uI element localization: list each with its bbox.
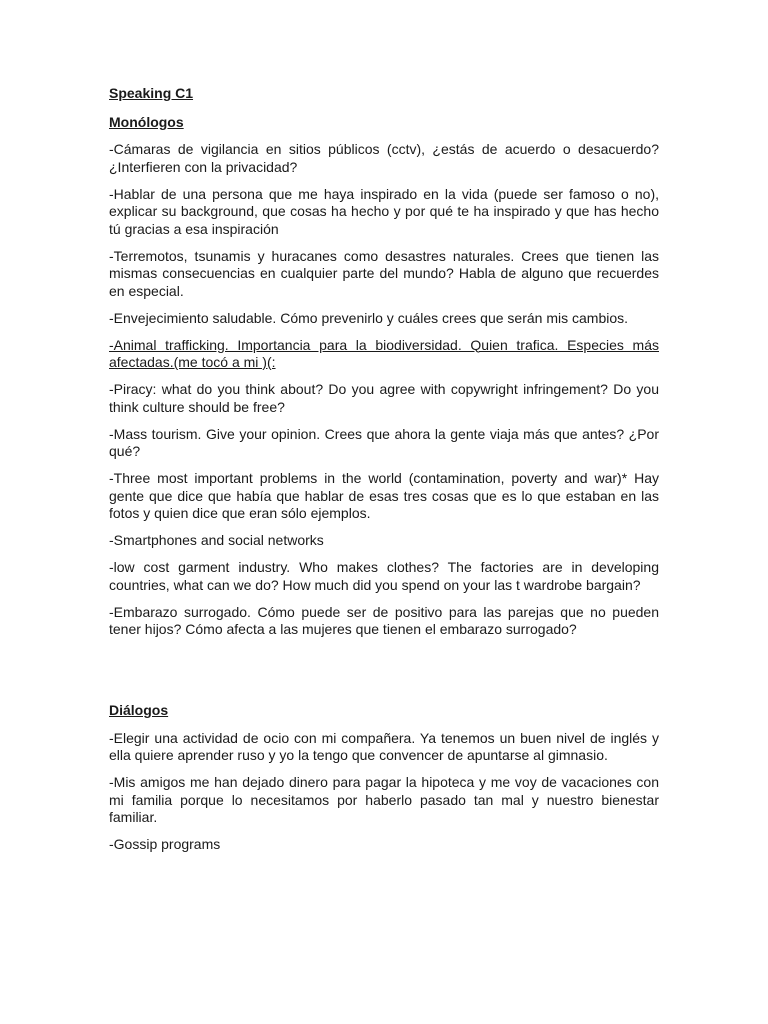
dialogo-item: -Mis amigos me han dejado dinero para pagar la hipoteca y me voy de vacaciones con mi familia porque lo necesitamos por haberlo pasado tan mal y nuestro bienestar familiar. xyxy=(109,774,659,825)
monologo-item: -Envejecimiento saludable. Cómo prevenirlo y cuáles crees que serán mis cambios. xyxy=(109,309,629,326)
monologo-item: -Cámaras de vigilancia en sitios públicos (cctv), ¿estás de acuerdo o desacuerdo? ¿Interfieren con la privacidad? xyxy=(109,141,659,175)
monologo-item: -Terremotos, tsunamis y huracanes como desastres naturales. Crees que tienen las mismas consecuencias en cualquier parte del mundo? Habla de alguno que recuerdes en especial. xyxy=(109,247,659,299)
section-heading-monologos: Monólogos xyxy=(109,113,184,130)
document-page xyxy=(109,85,659,863)
monologo-item: -Mass tourism. Give your opinion. Crees que ahora la gente viaja más que antes? ¿Por qué? xyxy=(109,425,659,459)
monologo-item: -Smartphones and social networks xyxy=(109,532,324,548)
dialogo-item: -Gossip programs xyxy=(109,836,221,852)
dialogo-item: -Elegir una actividad de ocio con mi compañera. Ya tenemos un buen nivel de inglés y ella quiere aprender ruso y yo la tengo que convencer de apuntarse al gimnasio. xyxy=(109,729,659,763)
section-spacer xyxy=(109,648,659,702)
monologo-item: -low cost garment industry. Who makes clothes? The factories are in developing countries, what can we do? How much did you spend on your las t wardrobe bargain? xyxy=(109,559,659,593)
section-heading-dialogos: Diálogos xyxy=(109,702,169,718)
monologo-item-underlined: -Animal trafficking. Importancia para la biodiversidad. Quien trafica. Especies más afectadas.(me tocó a mi )(: xyxy=(109,336,659,370)
monologo-item: -Three most important problems in the world (contamination, poverty and war)* Hay gente que dice que había que hablar de esas tres cosas que es lo que estaban en las fotos y quien dice que eran sólo ejemplos. xyxy=(109,470,659,521)
document-title: Speaking C1 xyxy=(109,85,194,101)
monologo-item: -Embarazo surrogado. Cómo puede ser de positivo para las parejas que no pueden tener hijos? Cómo afecta a las mujeres que tienen el embarazo surrogado? xyxy=(109,603,659,637)
monologo-item: -Piracy: what do you think about? Do you agree with copywright infringement? Do you think culture should be free? xyxy=(109,381,659,415)
monologo-item: -Hablar de una persona que me haya inspirado en la vida (puede ser famoso o no), explicar su background, que cosas ha hecho y por qué te ha inspirado y que has hecho tú gracias a esa inspiración xyxy=(109,185,659,237)
